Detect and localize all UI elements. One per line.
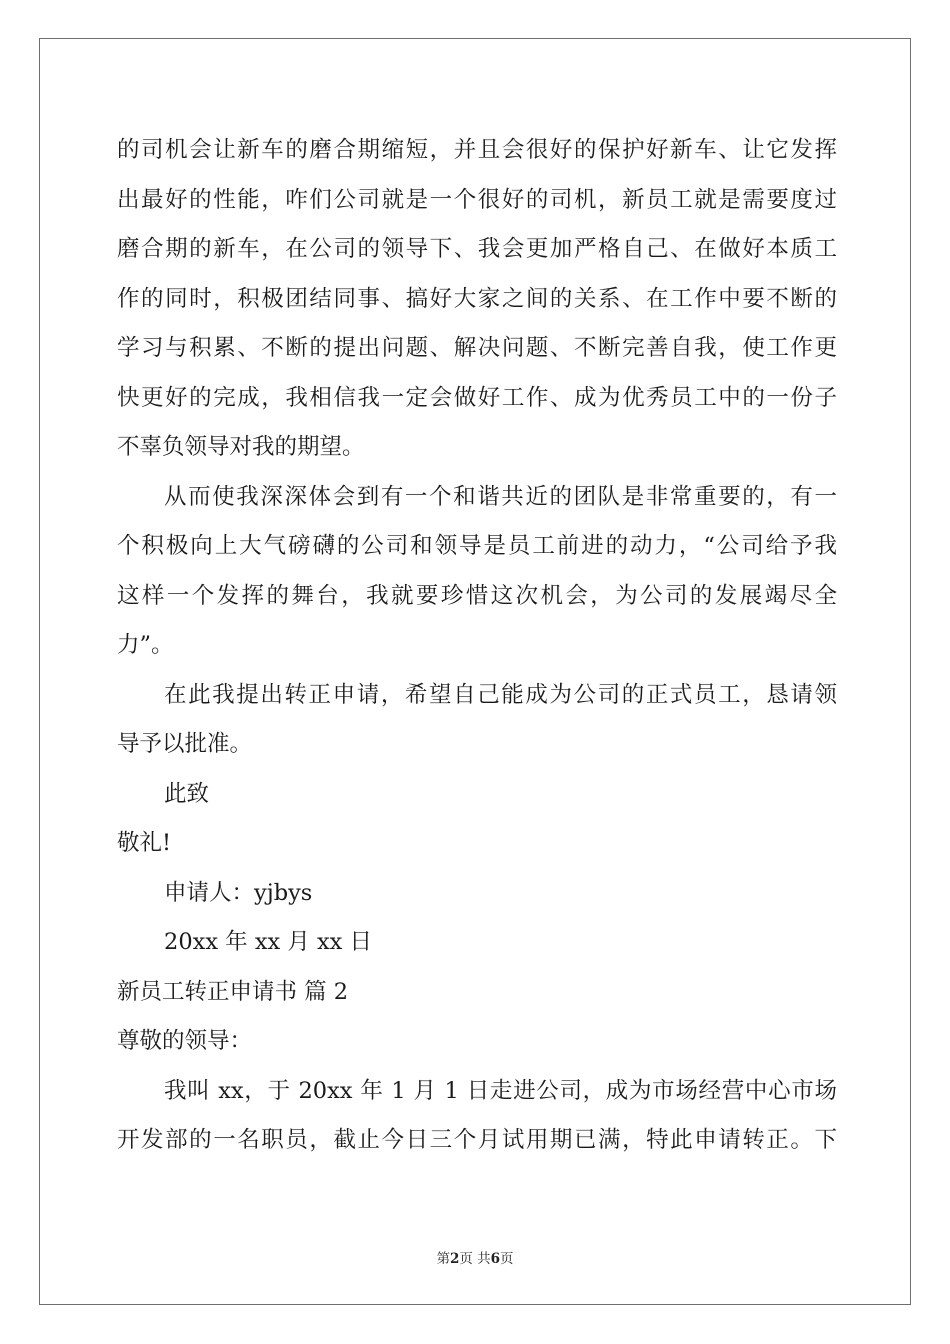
page-footer: [0, 1247, 950, 1267]
applicant-line: 申请人：yjbys: [164, 879, 313, 906]
text-line: 快更好的完成，我相信我一定会做好工作、成为优秀员工中的一份子: [117, 384, 837, 411]
text-line: 从而使我深深体会到有一个和谐共近的团队是非常重要的，有一: [164, 483, 837, 510]
footer-total-pages: 6: [490, 1251, 501, 1267]
footer-suffix: 页: [500, 1251, 514, 1267]
footer-prefix: 第: [436, 1251, 450, 1267]
text-line: 力”。: [117, 632, 174, 658]
text-line: 作的同时，积极团结同事、搞好大家之间的关系、在工作中要不断的: [117, 285, 837, 312]
text-line: 开发部的一名职员，截止今日三个月试用期已满，特此申请转正。下: [117, 1127, 837, 1153]
footer-mid: 页 共: [459, 1251, 491, 1267]
footer-page-number: 2: [449, 1251, 460, 1267]
text-line: 学习与积累、不断的提出问题、解决问题、不断完善自我，使工作更: [117, 335, 837, 361]
closing-line: 此致: [164, 780, 210, 807]
text-line: 不辜负领导对我的期望。: [117, 434, 365, 460]
text-line: 出最好的性能，咋们公司就是一个很好的司机，新员工就是需要度过: [117, 186, 837, 213]
text-line: 磨合期的新车，在公司的领导下、我会更加严格自己、在做好本质工: [117, 236, 837, 262]
section-title: 新员工转正申请书 篇 2: [117, 978, 349, 1005]
text-line: 个积极向上大气磅礴的公司和领导是员工前进的动力，“公司给予我: [117, 533, 837, 559]
text-line: 我叫 xx，于 20xx 年 1 月 1 日走进公司，成为市场经营中心市场: [164, 1077, 837, 1104]
text-line: 的司机会让新车的磨合期缩短，并且会很好的保护好新车、让它发挥: [117, 137, 837, 163]
date-line: 20xx 年 xx 月 xx 日: [164, 929, 373, 955]
text-line: 导予以批准。: [117, 731, 253, 757]
closing-line: 敬礼!: [117, 830, 172, 856]
document-body: [117, 126, 837, 1166]
text-line: 这样一个发挥的舞台，我就要珍惜这次机会，为公司的发展竭尽全: [117, 582, 837, 609]
text-line: 在此我提出转正申请，希望自己能成为公司的正式员工，恳请领: [164, 681, 837, 708]
salutation: 尊敬的领导：: [117, 1028, 253, 1054]
